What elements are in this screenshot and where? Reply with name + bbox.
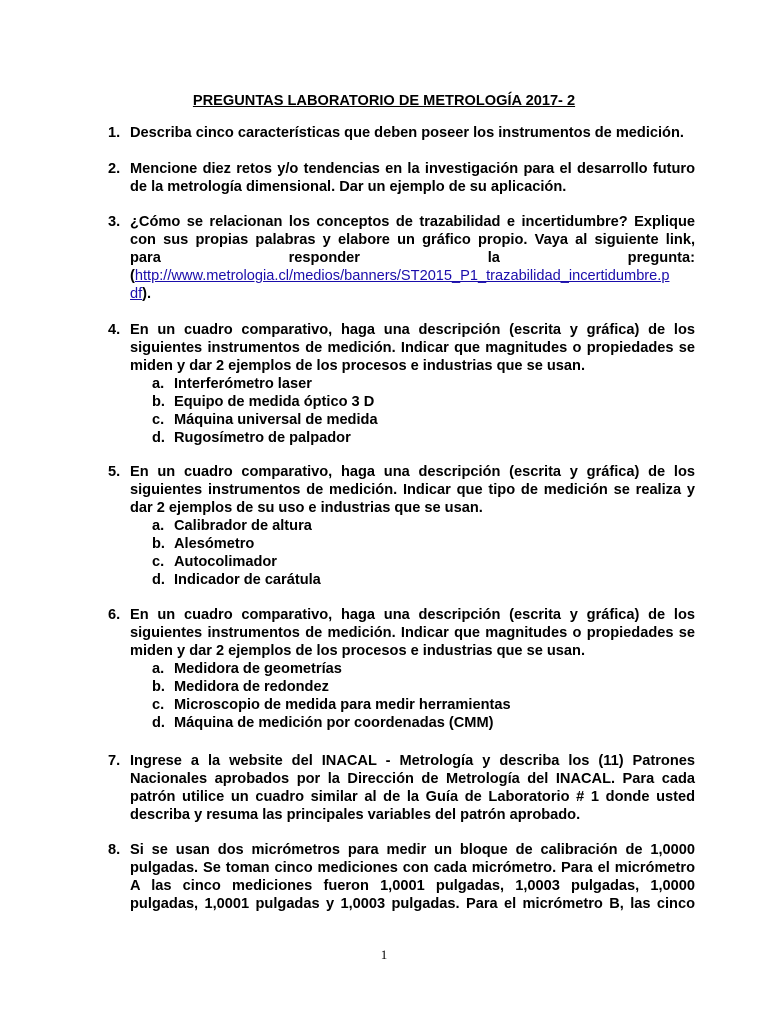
document-title: PREGUNTAS LABORATORIO DE METROLOGÍA 2017- 2	[192, 93, 576, 109]
question-4	[108, 321, 695, 447]
metrologia-link[interactable]: http://www.metrologia.cl/medios/banners/ST2015_P1_trazabilidad_incertidumbre.p	[134, 268, 670, 284]
question-line: Ingrese a la website del INACAL - Metrología y describa los (11) Patrones	[130, 753, 695, 769]
item-letter: a.	[152, 661, 165, 677]
item-letter: a.	[152, 518, 165, 534]
question-line: con sus propias palabras y elabore un gráfico propio. Vaya al siguiente link,	[130, 232, 695, 248]
question-5	[108, 463, 695, 589]
question-line: ¿Cómo se relacionan los conceptos de trazabilidad e incertidumbre? Explique	[130, 214, 695, 230]
item-text: Máquina universal de medida	[174, 412, 378, 428]
item-letter: b.	[152, 394, 165, 410]
question-line: siguientes instrumentos de medición. Indicar que magnitudes o propiedades se	[130, 340, 695, 356]
question-line: Mencione diez retos y/o tendencias en la investigación para el desarrollo futuro	[130, 161, 695, 177]
list-item	[152, 678, 695, 696]
question-line: miden y dar 2 ejemplos de los procesos e industrias que se usan.	[130, 643, 585, 659]
item-text: Máquina de medición por coordenadas (CMM)	[174, 715, 494, 731]
question-line: En un cuadro comparativo, haga una descripción (escrita y gráfica) de los	[130, 607, 695, 623]
question-line: patrón utilice un cuadro similar al de la Guía de Laboratorio # 1 donde usted	[130, 789, 695, 805]
question-8	[108, 841, 695, 913]
question-line: pulgadas, 1,0001 pulgadas y 1,0003 pulgadas. Para el micrómetro B, las cinco	[130, 896, 695, 912]
item-text: Rugosímetro de palpador	[174, 430, 351, 446]
item-text: Interferómetro laser	[174, 376, 312, 392]
word-responder: responder	[288, 250, 360, 266]
item-letter: b.	[152, 536, 165, 552]
question-line: de la metrología dimensional. Dar un ejemplo de su aplicación.	[130, 179, 567, 195]
item-letter: c.	[152, 554, 165, 570]
item-text: Medidora de geometrías	[174, 661, 342, 677]
question-number: 8.	[108, 842, 121, 858]
question-line: Si se usan dos micrómetros para medir un bloque de calibración de 1,0000	[130, 842, 695, 858]
item-letter: d.	[152, 572, 165, 588]
list-item	[152, 411, 695, 429]
item-letter: b.	[152, 679, 165, 695]
question-line: Nacionales aprobados por la Dirección de Metrología del INACAL. Para cada	[130, 771, 695, 787]
question-number: 3.	[108, 214, 121, 230]
paren: ).	[142, 286, 152, 302]
question-line-spread	[130, 249, 695, 267]
list-item	[152, 375, 695, 393]
question-number: 4.	[108, 322, 121, 338]
item-letter: c.	[152, 412, 165, 428]
question-line: miden y dar 2 ejemplos de los procesos e industrias que se usan.	[130, 358, 585, 374]
question-line: siguientes instrumentos de medición. Indicar que magnitudes o propiedades se	[130, 625, 695, 641]
item-letter: c.	[152, 697, 165, 713]
list-item	[152, 535, 695, 553]
metrologia-link-cont[interactable]: df	[130, 286, 143, 302]
question-line: describa y resuma las principales variables del patrón aprobado.	[130, 807, 581, 823]
question-6	[108, 606, 695, 732]
question-7	[108, 752, 695, 824]
question-line: En un cuadro comparativo, haga una descripción (escrita y gráfica) de los	[130, 464, 695, 480]
list-item	[152, 696, 695, 714]
item-letter: d.	[152, 715, 165, 731]
item-text: Equipo de medida óptico 3 D	[174, 394, 375, 410]
item-letter: a.	[152, 376, 165, 392]
link-line	[130, 267, 695, 285]
item-text: Calibrador de altura	[174, 518, 312, 534]
item-text: Autocolimador	[174, 554, 277, 570]
word-la: la	[487, 250, 500, 266]
question-line: dar 2 ejemplos de su uso e industrias que se usan.	[130, 500, 483, 516]
question-2	[108, 160, 695, 196]
question-number: 5.	[108, 464, 121, 480]
question-number: 7.	[108, 753, 121, 769]
item-letter: d.	[152, 430, 165, 446]
question-number: 2.	[108, 161, 121, 177]
list-item	[152, 553, 695, 571]
list-item	[152, 517, 695, 535]
question-3	[108, 213, 695, 303]
paren: (	[130, 268, 135, 284]
question-number: 1.	[108, 125, 121, 141]
question-1	[108, 124, 695, 142]
item-text: Medidora de redondez	[174, 679, 329, 695]
word-pregunta: pregunta:	[627, 250, 695, 266]
item-text: Indicador de carátula	[174, 572, 321, 588]
item-text: Alesómetro	[174, 536, 255, 552]
question-line: En un cuadro comparativo, haga una descripción (escrita y gráfica) de los	[130, 322, 695, 338]
word-para: para	[130, 250, 161, 266]
question-line: pulgadas. Se toman cinco mediciones con cada micrómetro. Para el micrómetro	[130, 860, 695, 876]
list-item	[152, 429, 695, 447]
page-number: 1	[380, 947, 388, 962]
list-item	[152, 714, 695, 732]
list-item	[152, 660, 695, 678]
question-line: siguientes instrumentos de medición. Indicar que tipo de medición se realiza y	[130, 482, 695, 498]
list-item	[152, 571, 695, 589]
item-text: Microscopio de medida para medir herramientas	[174, 697, 511, 713]
link-line	[130, 285, 695, 303]
question-line: A las cinco mediciones fueron 1,0001 pulgadas, 1,0003 pulgadas, 1,0000	[130, 878, 695, 894]
question-text: Describa cinco características que deben poseer los instrumentos de medición.	[130, 125, 684, 141]
question-number: 6.	[108, 607, 121, 623]
list-item	[152, 393, 695, 411]
